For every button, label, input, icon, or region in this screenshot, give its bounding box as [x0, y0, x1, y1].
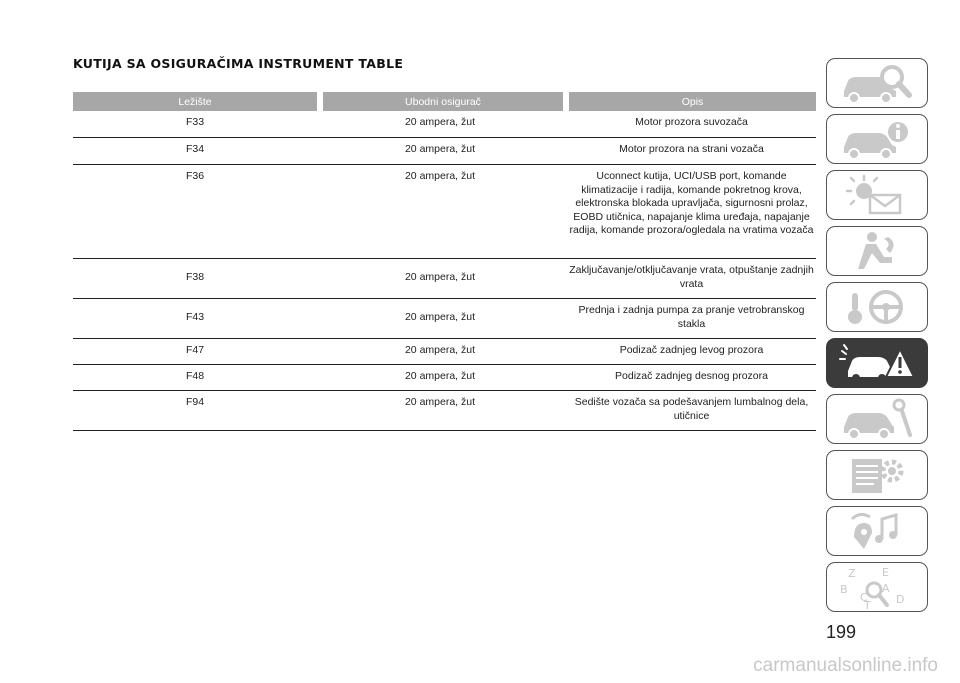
cell-description: Motor prozora na strani vozača	[563, 138, 816, 165]
header-location: Ležište	[73, 92, 317, 111]
index-letter: A	[882, 582, 890, 595]
cell-fuse: 20 ampera, žut	[317, 111, 563, 138]
cell-fuse: 20 ampera, žut	[317, 365, 563, 391]
index-letter: D	[896, 593, 905, 606]
cell-description: Zaključavanje/otključavanje vrata, otpuštanje zadnjih vrata	[563, 259, 816, 299]
tab-car-info[interactable]	[826, 114, 928, 164]
tab-index[interactable]	[826, 562, 928, 612]
cell-location: F47	[73, 339, 317, 365]
index-letter: B	[840, 583, 848, 596]
table-row	[73, 299, 816, 339]
table-row	[73, 259, 816, 299]
tab-warning-lights[interactable]	[826, 170, 928, 220]
specifications-gear-icon	[834, 453, 920, 497]
table-row	[73, 365, 816, 391]
page-number: 199	[826, 622, 857, 642]
page-title: KUTIJA SA OSIGURAČIMA INSTRUMENT TABLE	[73, 56, 404, 71]
cell-description: Sedište vozača sa podešavanjem lumbalnog dela, utičnice	[563, 391, 816, 431]
cell-location: F34	[73, 138, 317, 165]
index-letter: E	[882, 566, 889, 579]
fuse-table	[73, 92, 816, 431]
table-row	[73, 339, 816, 365]
tab-emergency[interactable]	[826, 338, 928, 388]
tab-specifications[interactable]	[826, 450, 928, 500]
index-search-icon	[834, 565, 920, 609]
cell-fuse: 20 ampera, žut	[317, 138, 563, 165]
warning-lights-message-icon	[834, 173, 920, 217]
index-letter: T	[864, 599, 871, 609]
cell-description: Podizač zadnjeg levog prozora	[563, 339, 816, 365]
car-info-icon	[834, 117, 920, 161]
cell-fuse: 20 ampera, žut	[317, 339, 563, 365]
cell-location: F43	[73, 299, 317, 339]
cell-fuse: 20 ampera, žut	[317, 165, 563, 259]
tab-safety[interactable]	[826, 226, 928, 276]
tab-car-search[interactable]	[826, 58, 928, 108]
watermark: carmanualsonline.info	[753, 655, 938, 676]
car-emergency-icon	[834, 341, 920, 385]
table-row	[73, 111, 816, 138]
cell-fuse: 20 ampera, žut	[317, 391, 563, 431]
cell-location: F33	[73, 111, 317, 138]
seat-airbag-icon	[834, 229, 920, 273]
tab-starting-driving[interactable]	[826, 282, 928, 332]
table-header-row	[73, 92, 816, 111]
multimedia-icon	[834, 509, 920, 553]
tab-maintenance[interactable]	[826, 394, 928, 444]
cell-fuse: 20 ampera, žut	[317, 259, 563, 299]
steering-wheel-key-icon	[834, 285, 920, 329]
tab-multimedia[interactable]	[826, 506, 928, 556]
index-letter: C	[860, 591, 868, 604]
index-letter: Z	[848, 567, 856, 580]
table-row	[73, 391, 816, 431]
cell-description: Motor prozora suvozača	[563, 111, 816, 138]
cell-fuse: 20 ampera, žut	[317, 299, 563, 339]
header-description: Opis	[563, 92, 816, 111]
cell-description: Uconnect kutija, UCI/USB port, komande klimatizacije i radija, komande pokretnog krova, elektronska blokada upravljača, sigurnosni prolaz, EOBD utičnica, napajanje klima uređaja, napajanje radija, komande prozora/ogledala na vratima vozača	[563, 165, 816, 259]
car-maintenance-icon	[834, 397, 920, 441]
cell-description: Podizač zadnjeg desnog prozora	[563, 365, 816, 391]
table-row	[73, 165, 816, 259]
cell-location: F48	[73, 365, 317, 391]
header-fuse: Ubodni osigurač	[317, 92, 563, 111]
cell-location: F36	[73, 165, 317, 259]
cell-location: F38	[73, 259, 317, 299]
table-row	[73, 138, 816, 165]
car-search-icon	[834, 61, 920, 105]
cell-location: F94	[73, 391, 317, 431]
cell-description: Prednja i zadnja pumpa za pranje vetrobranskog stakla	[563, 299, 816, 339]
